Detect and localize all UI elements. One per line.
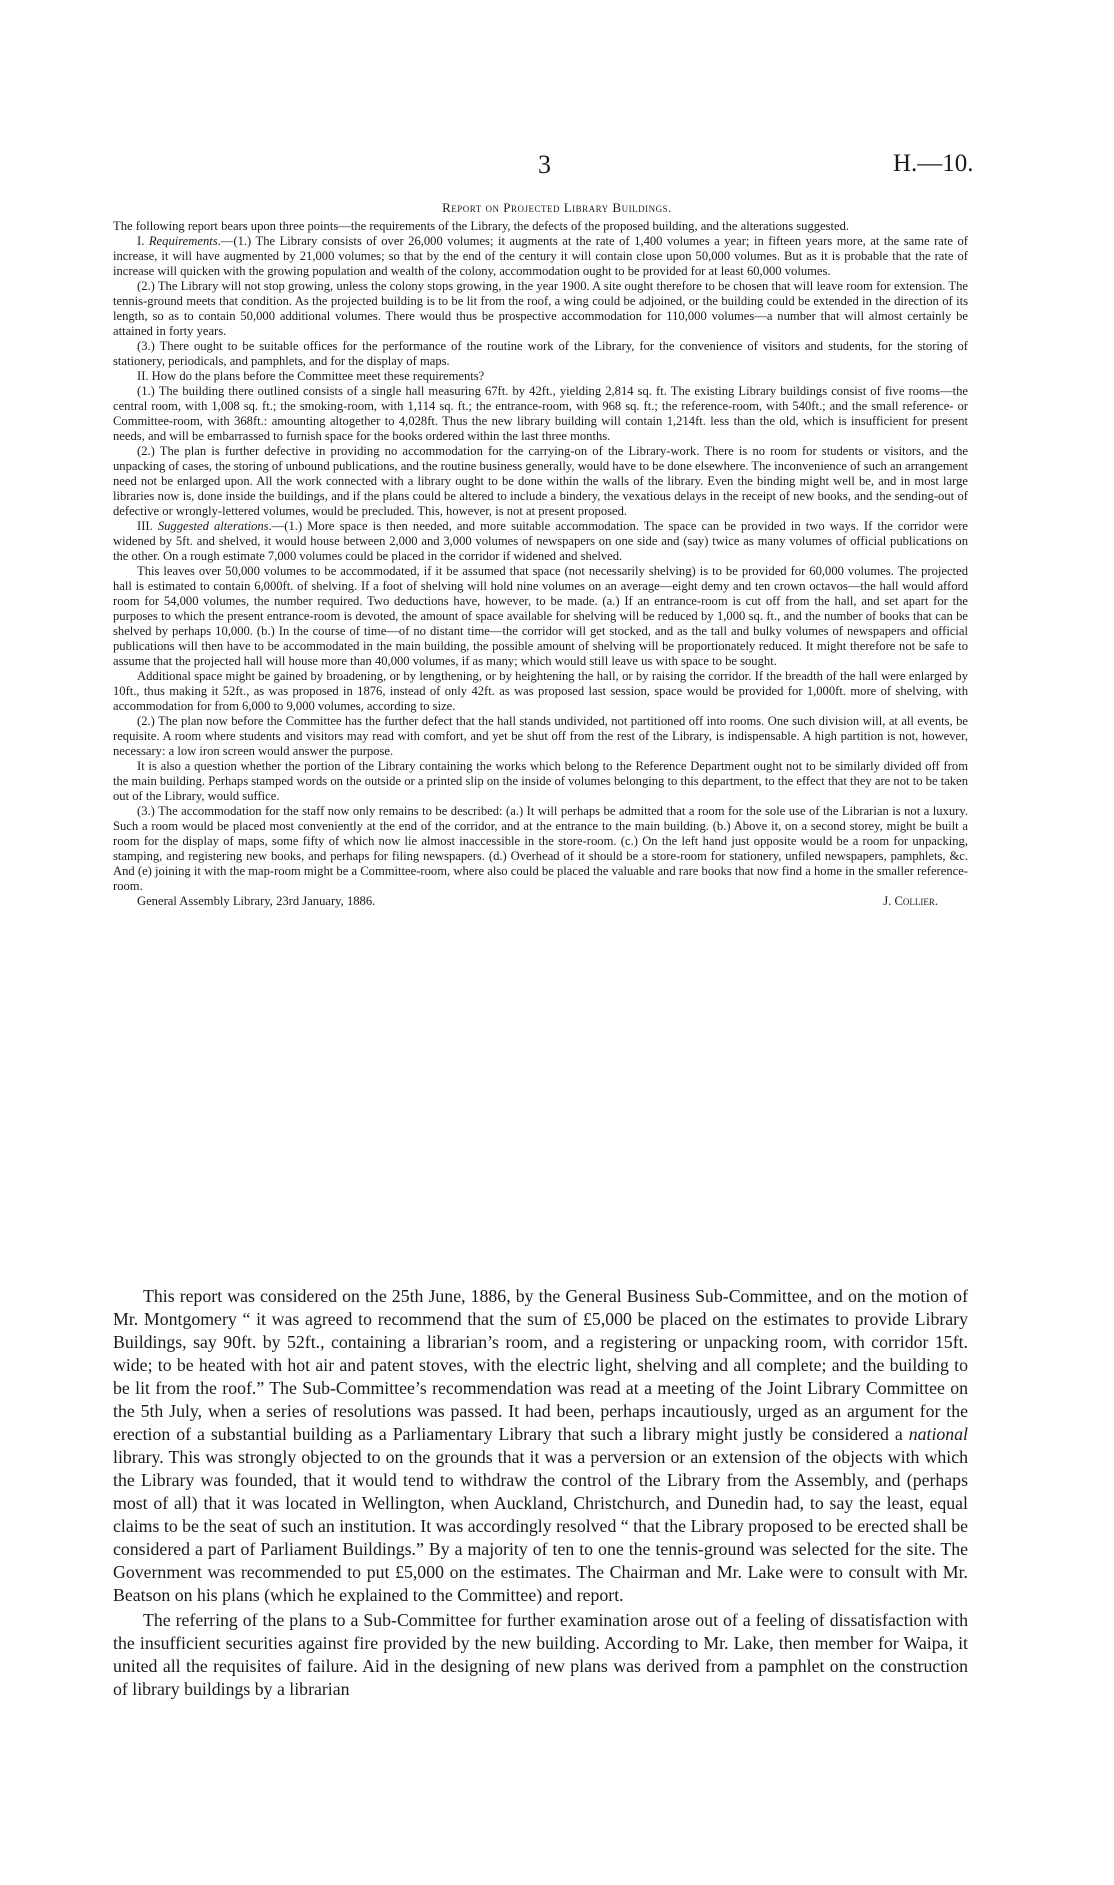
section-1-text: .—(1.) The Library consists of over 26,000 volumes; it augments at the rate of 1,400 volumes a year; in fifteen years more, at the same rate of increase, it will have augmented by 21,000 volumes; so that by the end of the century it will contain close upon 50,000 volumes. But as it is probable that the rate of increase will quicken with the growing population and wealth of the colony, accommodation ought to be provided for at least 60,000 volumes.	[113, 234, 968, 278]
section-3-number: III.	[137, 519, 158, 533]
report-title: Report on Projected Library Buildings.	[442, 200, 672, 215]
report-intro: The following report bears upon three points—the requirements of the Library, the defects of the proposed building, and the alterations suggested.	[113, 219, 850, 233]
signature-place-date: General Assembly Library, 23rd January, 1886.	[137, 894, 376, 908]
main-text	[113, 1285, 968, 1701]
requirements-para-3: (3.) There ought to be suitable offices for the performance of the routine work of the Library, for the convenience of visitors and students, for the storing of stationery, periodicals, and pamphlets, and for the display of maps.	[113, 339, 968, 368]
main-paragraph-2: The referring of the plans to a Sub-Committee for further examination arose out of a feeling of dissatisfaction with the insufficient securities against fire provided by the new building. According to Mr. Lake, then member for Waipa, it united all the requisites of failure. Aid in the designing of new plans was derived from a pamphlet on the construction of library buildings by a librarian	[113, 1610, 968, 1699]
main-paragraph-1-b: library. This was strongly objected to on the grounds that it was a perversion or an extension of the objects with which the Library was founded, that it would tend to withdraw the control of the Library from the Assembly, and (perhaps most of all) that it was located in Wellington, when Auckland, Christchurch, and Dunedin had, to say the least, equal claims to be the seat of such an institution. It was accordingly resolved “ that the Library proposed to be erected shall be considered a part of Parliament Buildings.” By a majority of ten to one the tennis-ground was selected for the site. The Government was recommended to put £5,000 on the estimates. The Chairman and Mr. Lake were to consult with Mr. Beatson on his plans (which he explained to the Committee) and report.	[113, 1447, 968, 1605]
plans-para-2: (2.) The plan is further defective in providing no accommodation for the carrying-on of the Library-work. There is no room for students or visitors, and the unpacking of cases, the storing of unbound publications, and the routine business generally, would have to be done elsewhere. The inconvenience of such an arrangement need not be enlarged upon. All the work connected with a library ought to be done within the walls of the library. Even the binding might well be, and in most large libraries now is, done inside the buildings, and if the plans could be altered to include a bindery, the vexatious delays in the receipt of new books, and the sending-out of defective or wrongly-lettered volumes, would be precluded. This, however, is not at present proposed.	[113, 444, 968, 518]
section-3-text: .—(1.) More space is then needed, and more suitable accommodation. The space can be provided in two ways. If the corridor were widened by 5ft. and shelved, it would house between 2,000 and 3,000 volumes of newspapers on one side and (say) twice as many volumes of official publications on the other. On a rough estimate 7,000 volumes could be placed in the corridor if widened and shelved.	[113, 519, 968, 563]
alterations-para-4: (2.) The plan now before the Committee has the further defect that the hall stands undivided, not partitioned off into rooms. One such division will, at all events, be requisite. A room where students and visitors may read with comfort, and yet be shut off from the rest of the Library, is indispensable. A high partition is not, however, necessary: a low iron screen would answer the purpose.	[113, 714, 968, 758]
alterations-para-3: Additional space might be gained by broadening, or by lengthening, or by heightening the hall, or by raising the corridor. If the breadth of the hall were enlarged by 10ft., thus making it 52ft., as was proposed in 1876, instead of only 42ft. as was proposed last session, space would be provided for 1,000ft. more of shelving, with accommodation for from 6,000 to 9,000 volumes, according to size.	[113, 669, 968, 713]
alterations-para-6: (3.) The accommodation for the staff now only remains to be described: (a.) It will perhaps be admitted that a room for the sole use of the Librarian is not a luxury. Such a room would be placed most conveniently at the end of the corridor, and at the entrance to the main building. (b.) Above it, on a second storey, might be built a room for the display of maps, some fifty of which now lie almost inaccessible in the store-room. (c.) On the left hand just opposite would be a room for unpacking, stamping, and registering new books, and perhaps for filing newspapers. (d.) Overhead of it should be a store-room for stationery, unfiled newspapers, pamphlets, &c. And (e) joining it with the map-room might be a Committee-room, where also could be placed the valuable and rare books that now find a home in the smaller reference-room.	[113, 804, 968, 893]
document-reference: H.—10.	[893, 150, 974, 177]
plans-para-1: (1.) The building there outlined consists of a single hall measuring 67ft. by 42ft., yielding 2,814 sq. ft. The existing Library buildings consist of five rooms—the central room, with 1,008 sq. ft.; the smoking-room, with 1,114 sq. ft.; the entrance-room, with 968 sq. ft.; the reference-room, with 540ft.; and the small reference- or Committee-room, with 368ft.: amounting altogether to 4,028ft. Thus the new library building will contain 1,214ft. less than the old, which is insufficient for present needs, and will be embarrassed to furnish space for the books ordered within the last three months.	[113, 384, 968, 443]
alterations-para-5: It is also a question whether the portion of the Library containing the works which belong to the Reference Department ought not to be similarly divided off from the main building. Perhaps stamped words on the outside or a printed slip on the inside of volumes belonging to this department, to the effect that they are not to be taken out of the Library, would suffice.	[113, 759, 968, 803]
alterations-para-2: This leaves over 50,000 volumes to be accommodated, if it be assumed that space (not necessarily shelving) is to be provided for 60,000 volumes. The projected hall is estimated to contain 6,000ft. of shelving. If a foot of shelving will hold nine volumes on an average—eight demy and ten crown octavos—the hall would afford room for 54,000 volumes, the number required. Two deductions have, however, to be made. (a.) If an entrance-room is cut off from the hall, and set apart for the purposes to which the present entrance-room is devoted, the amount of space available for shelving will be reduced by 1,000 sq. ft., and the number of books that can be shelved by perhaps 10,000. (b.) In the course of time—of no distant time—the corridor will get stocked, and as the tall and bulky volumes of newspapers and official publications will then have to be accommodated in the main building, the possible amount of shelving will be proportionately reduced. It might therefore not be safe to assume that the projected hall will house more than 40,000 volumes, if as many; which would still leave us with space to be sought.	[113, 564, 968, 668]
section-3-heading: Suggested alterations	[157, 519, 269, 533]
report-signature	[113, 894, 968, 909]
national-emphasis: national	[908, 1424, 968, 1444]
requirements-para-1	[113, 234, 968, 279]
report-body	[113, 219, 968, 909]
section-1-heading: Requirements	[148, 234, 218, 248]
page-number: 3	[538, 150, 551, 179]
section-2-heading: II. How do the plans before the Committee meet these requirements?	[137, 369, 485, 383]
signature-name: J. Collier.	[883, 894, 938, 908]
main-paragraph-1	[113, 1285, 968, 1607]
alterations-para-1	[113, 519, 968, 564]
main-paragraph-1-a: This report was considered on the 25th June, 1886, by the General Business Sub-Committee, and on the motion of Mr. Montgomery “ it was agreed to recommend that the sum of £5,000 be placed on the estimates to provide Library Buildings, say 90ft. by 52ft., containing a librarian’s room, and a registering or unpacking room, with corridor 15ft. wide; to be heated with hot air and patent stoves, with the electric light, shelving and all complete; and the building to be lit from the roof.” The Sub-Committee’s recommendation was read at a meeting of the Joint Library Committee on the 5th July, when a series of resolutions was passed. It had been, perhaps incautiously, urged as an argument for the erection of a substantial building as a Parliamentary Library that such a library might justly be considered a	[113, 1286, 968, 1444]
section-1-number: I.	[137, 234, 149, 248]
requirements-para-2: (2.) The Library will not stop growing, unless the colony stops growing, in the year 1900. A site ought therefore to be chosen that will leave room for extension. The tennis-ground meets that condition. As the projected building is to be lit from the roof, a wing could be adjoined, or the building could be extended in the direction of its length, so as to contain 50,000 additional volumes. There would thus be prospective accommodation for 110,000 volumes—a number that will almost certainly be attained in forty years.	[113, 279, 968, 338]
